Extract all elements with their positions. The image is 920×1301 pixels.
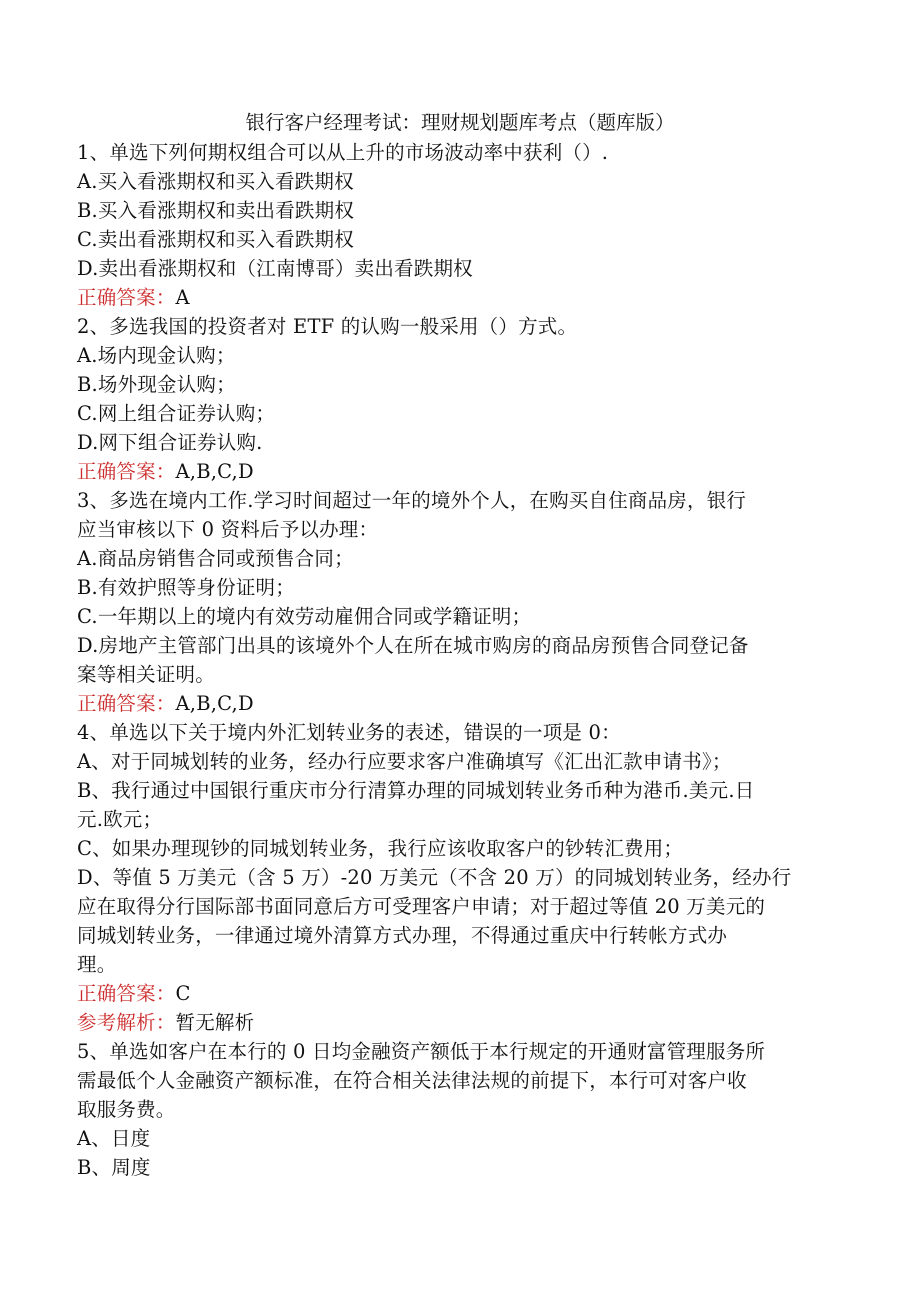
question-option-line: B、我行通过中国银行重庆市分行清算办理的同城划转业务币种为港币.美元.日 [77, 779, 755, 802]
question-option-line: A、对于同城划转的业务，经办行应要求客户准确填写《汇出汇款申请书》； [77, 750, 732, 773]
question-option-line: A.场内现金认购； [77, 344, 236, 367]
question-stem-line: 1、单选下列何期权组合可以从上升的市场波动率中获利（）. [77, 141, 609, 164]
correct-answer [77, 283, 827, 312]
correct-answer [77, 689, 827, 718]
question-stem-line: 需最低个人金融资产额标准，在符合相关法律法规的前提下，本行可对客户收 [77, 1069, 747, 1092]
question-option-line: B.有效护照等身份证明； [77, 576, 295, 599]
question-option-line: C、如果办理现钞的同城划转业务，我行应该收取客户的钞转汇费用； [77, 837, 684, 860]
question-block [77, 312, 827, 486]
correct-answer-label: 正确答案： [77, 692, 176, 715]
correct-answer-value: A [175, 286, 190, 309]
question-option-line: A.买入看涨期权和买入看跌期权 [77, 170, 354, 193]
question-option-line: B.买入看涨期权和卖出看跌期权 [77, 199, 355, 222]
correct-answer-label: 正确答案： [77, 286, 176, 309]
correct-answer [77, 979, 827, 1008]
question-option-line: A、日度 [77, 1127, 151, 1150]
question-option-line: B、周度 [77, 1156, 151, 1179]
reference-analysis-value: 暂无解析 [175, 1011, 255, 1034]
question-option-line: D.网下组合证券认购. [77, 431, 263, 454]
question-option-line: 元.欧元； [77, 808, 163, 831]
correct-answer-value: A,B,C,D [175, 692, 254, 715]
question-option-line: 应在取得分行国际部书面同意后方可受理客户申请；对于超过等值 20 万美元的 [77, 895, 766, 918]
question-list [77, 138, 827, 1182]
question-option-line: C.卖出看涨期权和买入看跌期权 [77, 228, 354, 251]
correct-answer [77, 457, 827, 486]
question-block [77, 718, 827, 1037]
reference-analysis [77, 1008, 827, 1037]
question-stem-line: 应当审核以下 0 资料后予以办理： [77, 518, 379, 541]
reference-analysis-label: 参考解析： [77, 1011, 176, 1034]
question-block [77, 138, 827, 312]
question-option-line: C.网上组合证券认购； [77, 402, 276, 425]
question-option-line: 同城划转业务，一律通过境外清算方式办理，不得通过重庆中行转帐方式办 [77, 924, 728, 947]
question-option-line: 理。 [77, 953, 117, 976]
question-stem-line: 取服务费。 [77, 1098, 176, 1121]
question-stem-line: 2、多选我国的投资者对 ETF 的认购一般采用（）方式。 [77, 315, 578, 338]
correct-answer-label: 正确答案： [77, 982, 176, 1005]
question-stem-line: 3、多选在境内工作.学习时间超过一年的境外个人，在购买自住商品房，银行 [77, 489, 747, 512]
question-option-line: A.商品房销售合同或预售合同； [77, 547, 354, 570]
correct-answer-value: C [175, 982, 191, 1005]
question-option-line: D.卖出看涨期权和（江南博哥）卖出看跌期权 [77, 257, 473, 280]
question-option-line: C.一年期以上的境内有效劳动雇佣合同或学籍证明； [77, 605, 532, 628]
question-stem-line: 4、单选以下关于境内外汇划转业务的表述，错误的一项是 0： [77, 721, 621, 744]
question-option-line: D、等值 5 万美元（含 5 万）-20 万美元（不含 20 万）的同城划转业务，经办行 [77, 866, 792, 889]
question-option-line: B.场外现金认购； [77, 373, 236, 396]
question-stem-line: 5、单选如客户在本行的 0 日均金融资产额低于本行规定的开通财富管理服务所 [77, 1040, 766, 1063]
document-title: 银行客户经理考试：理财规划题库考点（题库版） [245, 111, 675, 134]
question-option-line: 案等相关证明。 [77, 663, 215, 686]
correct-answer-label: 正确答案： [77, 460, 176, 483]
question-option-line: D.房地产主管部门出具的该境外个人在所在城市购房的商品房预售合同登记备 [77, 634, 749, 657]
correct-answer-value: A,B,C,D [175, 460, 254, 483]
question-block [77, 486, 827, 718]
question-block [77, 1037, 827, 1182]
